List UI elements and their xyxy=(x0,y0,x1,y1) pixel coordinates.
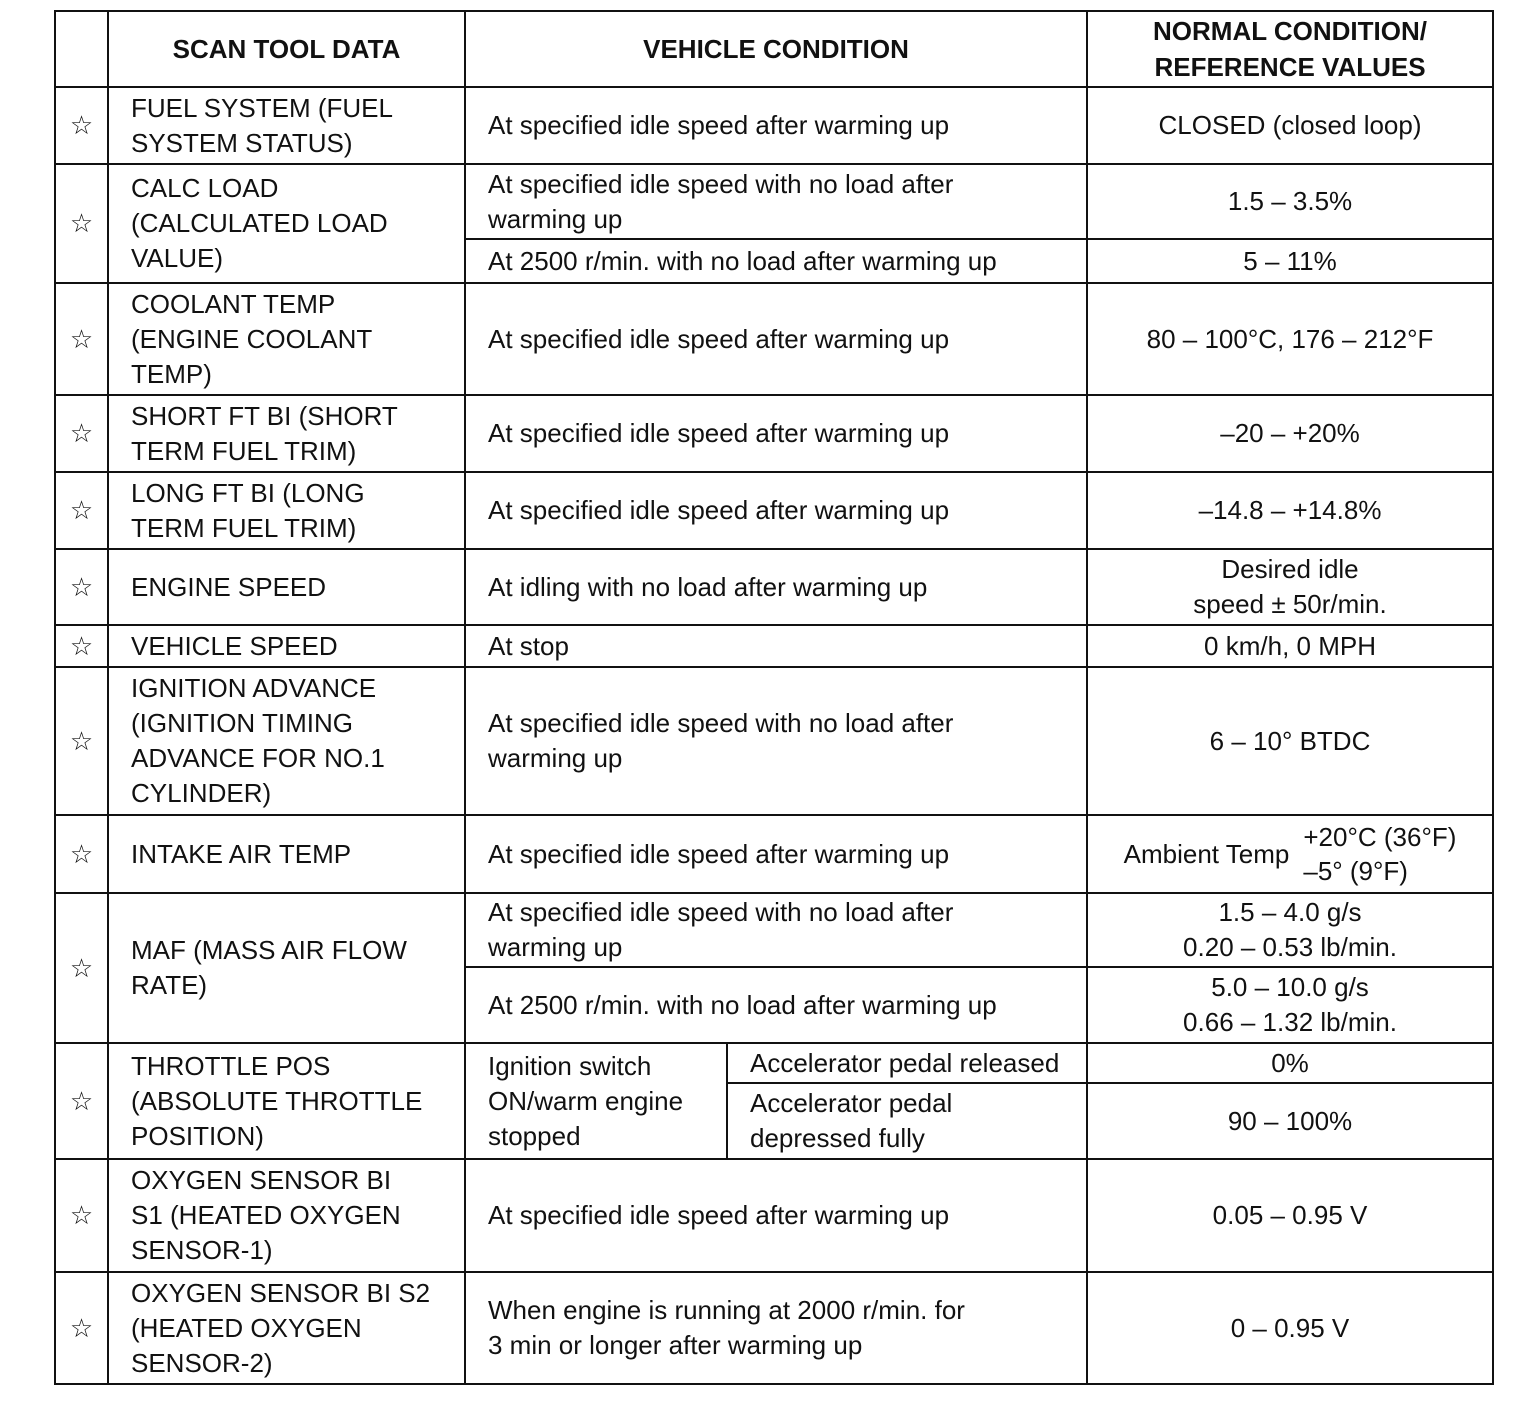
ambient-temp-label: Ambient Temp xyxy=(1123,838,1290,869)
table-row xyxy=(55,164,1493,239)
item-name: OXYGEN SENSOR BI S2 (HEATED OXYGEN SENSOR-2) xyxy=(108,1272,465,1384)
header-normal-condition: NORMAL CONDITION/ REFERENCE VALUES xyxy=(1087,11,1493,87)
table-row xyxy=(55,815,1493,893)
table-row xyxy=(55,1043,1493,1083)
star-icon: ☆ xyxy=(55,283,108,395)
reference-value: 5 – 11% xyxy=(1087,239,1493,283)
reference-value: 0% xyxy=(1087,1043,1493,1083)
star-icon: ☆ xyxy=(55,1272,108,1384)
header-star-col xyxy=(55,11,108,87)
reference-value xyxy=(1087,815,1493,893)
star-icon: ☆ xyxy=(55,815,108,893)
star-icon: ☆ xyxy=(55,164,108,283)
item-name: OXYGEN SENSOR BI S1 (HEATED OXYGEN SENSOR-1) xyxy=(108,1159,465,1272)
table-row xyxy=(55,283,1493,395)
vehicle-condition: At specified idle speed with no load after warming up xyxy=(465,164,1087,239)
star-icon: ☆ xyxy=(55,549,108,625)
vehicle-condition: At specified idle speed with no load after warming up xyxy=(465,667,1087,815)
vehicle-condition: At specified idle speed after warming up xyxy=(465,472,1087,549)
ambient-temp-tolerance xyxy=(1303,820,1456,888)
vehicle-condition: At specified idle speed after warming up xyxy=(465,87,1087,164)
vehicle-condition: At specified idle speed after warming up xyxy=(465,283,1087,395)
star-icon: ☆ xyxy=(55,395,108,472)
vehicle-sub-condition: Accelerator pedal released xyxy=(727,1043,1087,1083)
reference-value: Desired idle speed ± 50r/min. xyxy=(1087,549,1493,625)
star-icon: ☆ xyxy=(55,1043,108,1159)
star-icon: ☆ xyxy=(55,667,108,815)
reference-value: 1.5 – 3.5% xyxy=(1087,164,1493,239)
item-name: FUEL SYSTEM (FUEL SYSTEM STATUS) xyxy=(108,87,465,164)
ambient-temp-value xyxy=(1124,820,1457,888)
item-name: ENGINE SPEED xyxy=(108,549,465,625)
item-name: THROTTLE POS (ABSOLUTE THROTTLE POSITION) xyxy=(108,1043,465,1159)
vehicle-condition: At 2500 r/min. with no load after warming up xyxy=(465,967,1087,1043)
vehicle-condition: At specified idle speed after warming up xyxy=(465,395,1087,472)
table-row xyxy=(55,395,1493,472)
reference-value: 0 – 0.95 V xyxy=(1087,1272,1493,1384)
vehicle-sub-condition: Accelerator pedal depressed fully xyxy=(727,1083,1087,1159)
header-row xyxy=(55,11,1493,87)
reference-value: –20 – +20% xyxy=(1087,395,1493,472)
reference-value: 80 – 100°C, 176 – 212°F xyxy=(1087,283,1493,395)
item-name: VEHICLE SPEED xyxy=(108,625,465,667)
table-row xyxy=(55,1272,1493,1384)
vehicle-condition: At specified idle speed after warming up xyxy=(465,1159,1087,1272)
reference-value: 5.0 – 10.0 g/s 0.66 – 1.32 lb/min. xyxy=(1087,967,1493,1043)
table-row xyxy=(55,893,1493,967)
item-name: IGNITION ADVANCE (IGNITION TIMING ADVANCE FOR NO.1 CYLINDER) xyxy=(108,667,465,815)
header-vehicle-condition: VEHICLE CONDITION xyxy=(465,11,1087,87)
table-row xyxy=(55,87,1493,164)
table-row xyxy=(55,1159,1493,1272)
reference-value: 0 km/h, 0 MPH xyxy=(1087,625,1493,667)
star-icon: ☆ xyxy=(55,893,108,1043)
reference-value: CLOSED (closed loop) xyxy=(1087,87,1493,164)
item-name: INTAKE AIR TEMP xyxy=(108,815,465,893)
scan-tool-data-table xyxy=(54,10,1494,1385)
item-name: COOLANT TEMP (ENGINE COOLANT TEMP) xyxy=(108,283,465,395)
reference-value: 6 – 10° BTDC xyxy=(1087,667,1493,815)
ambient-temp-minus: –5° (9°F) xyxy=(1303,856,1408,886)
star-icon: ☆ xyxy=(55,1159,108,1272)
star-icon: ☆ xyxy=(55,472,108,549)
vehicle-condition: At stop xyxy=(465,625,1087,667)
item-name: CALC LOAD (CALCULATED LOAD VALUE) xyxy=(108,164,465,283)
star-icon: ☆ xyxy=(55,625,108,667)
ambient-temp-plus: +20°C (36°F) xyxy=(1303,822,1457,852)
table-row xyxy=(55,667,1493,815)
vehicle-condition: At specified idle speed with no load after warming up xyxy=(465,893,1087,967)
vehicle-condition: At idling with no load after warming up xyxy=(465,549,1087,625)
reference-value: 0.05 – 0.95 V xyxy=(1087,1159,1493,1272)
item-name: SHORT FT BI (SHORT TERM FUEL TRIM) xyxy=(108,395,465,472)
vehicle-condition: Ignition switch ON/warm engine stopped xyxy=(465,1043,727,1159)
vehicle-condition: At 2500 r/min. with no load after warming up xyxy=(465,239,1087,283)
star-icon: ☆ xyxy=(55,87,108,164)
item-name: LONG FT BI (LONG TERM FUEL TRIM) xyxy=(108,472,465,549)
reference-value: –14.8 – +14.8% xyxy=(1087,472,1493,549)
vehicle-condition: At specified idle speed after warming up xyxy=(465,815,1087,893)
table-row xyxy=(55,625,1493,667)
table-row xyxy=(55,549,1493,625)
reference-value: 90 – 100% xyxy=(1087,1083,1493,1159)
header-scan-tool-data: SCAN TOOL DATA xyxy=(108,11,465,87)
reference-value: 1.5 – 4.0 g/s 0.20 – 0.53 lb/min. xyxy=(1087,893,1493,967)
table-row xyxy=(55,472,1493,549)
vehicle-condition: When engine is running at 2000 r/min. for 3 min or longer after warming up xyxy=(465,1272,1087,1384)
item-name: MAF (MASS AIR FLOW RATE) xyxy=(108,893,465,1043)
